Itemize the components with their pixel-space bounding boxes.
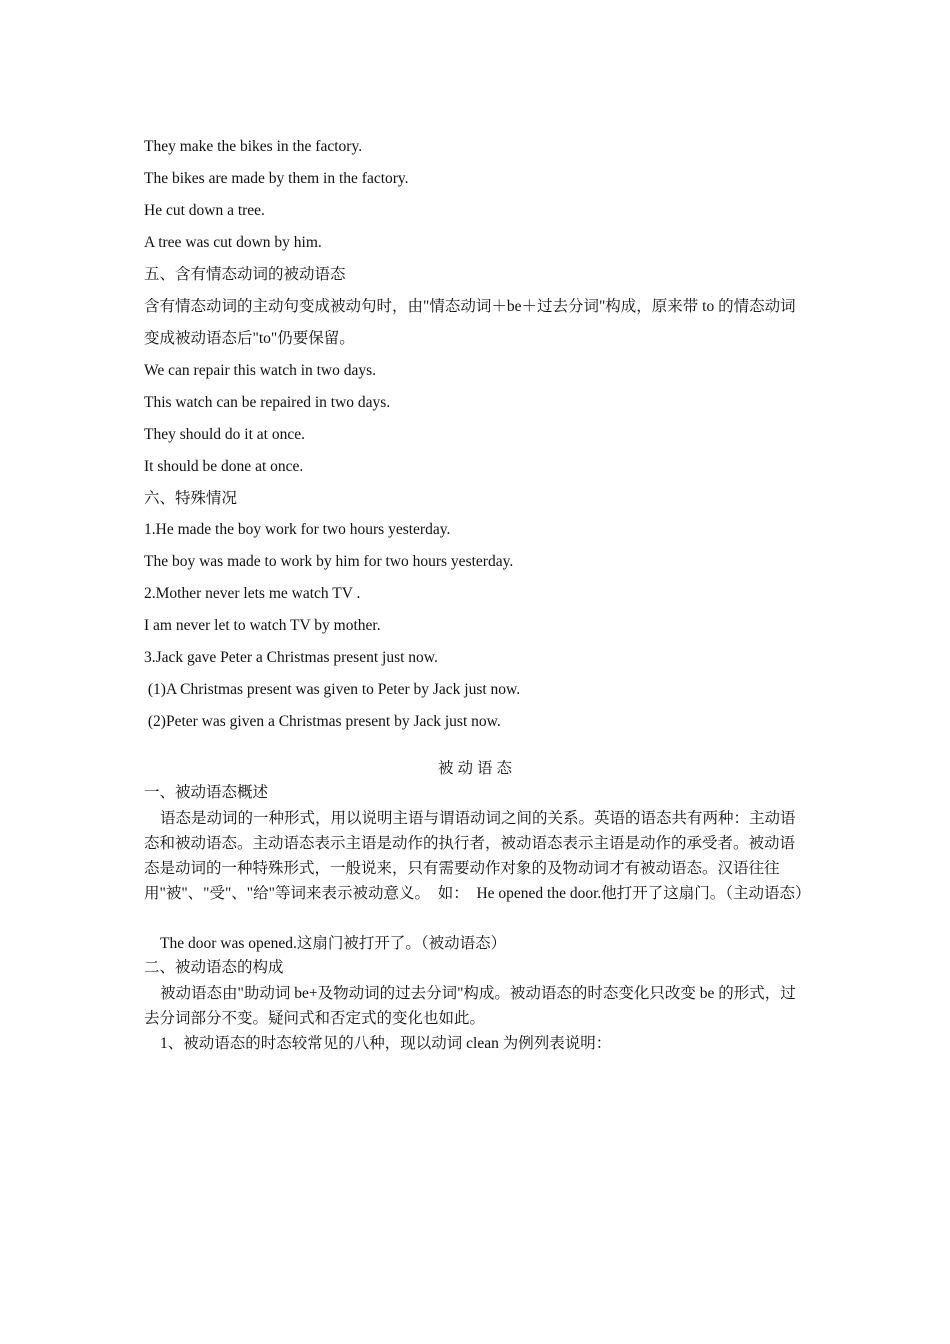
example-sentence: The boy was made to work by him for two hours yesterday. <box>144 553 514 570</box>
example-sentence: It should be done at once. <box>144 458 304 475</box>
example-sentence: I am never let to watch TV by mother. <box>144 617 381 634</box>
example-sentence: 1.He made the boy work for two hours yesterday. <box>144 521 451 538</box>
example-sentence: He cut down a tree. <box>144 202 265 219</box>
section-heading-modal-passive: 五、含有情态动词的被动语态 <box>144 266 346 283</box>
section-paragraph-tenses: 1、被动语态的时态较常见的八种，现以动词 clean 为例列表说明： <box>160 1035 612 1052</box>
section-paragraph-example: The door was opened.这扇门被打开了。（被动语态） <box>160 935 507 952</box>
example-sentence: This watch can be repaired in two days. <box>144 394 391 411</box>
section-heading-construction: 二、被动语态的构成 <box>144 959 284 976</box>
example-sentence: The bikes are made by them in the factory. <box>144 170 409 187</box>
example-sentence: They make the bikes in the factory. <box>144 138 363 155</box>
example-sentence: A tree was cut down by him. <box>144 234 322 251</box>
example-sentence: (2)Peter was given a Christmas present by Jack just now. <box>144 713 501 730</box>
example-sentence: 3.Jack gave Peter a Christmas present just now. <box>144 649 438 666</box>
section-heading-special-cases: 六、特殊情况 <box>144 490 238 507</box>
example-sentence: (1)A Christmas present was given to Peter by Jack just now. <box>144 681 521 698</box>
example-sentence: 2.Mother never lets me watch TV . <box>144 585 361 602</box>
example-sentence: We can repair this watch in two days. <box>144 362 377 379</box>
section-paragraph-modal-passive: 含有情态动词的主动句变成被动句时，由"情态动词＋be＋过去分词"构成，原来带 to 的情态动词变成被动语态后"to"仍要保留。 <box>144 298 796 347</box>
section-paragraph-construction: 被动语态由"助动词 be+及物动词的过去分词"构成。被动语态的时态变化只改变 be 的形式，过去分词部分不变。疑问式和否定式的变化也如此。 <box>144 985 796 1027</box>
example-sentence: They should do it at once. <box>144 426 305 443</box>
section-heading-overview: 一、被动语态概述 <box>144 784 269 801</box>
page-title: 被动语态 <box>437 760 516 777</box>
section-paragraph-overview: 语态是动词的一种形式，用以说明主语与谓语动词之间的关系。英语的语态共有两种：主动语态和被动语态。主动语态表示主语是动作的执行者，被动语态表示主语是动作的承受者。被动语态是动词的一种特殊形式，一般说来，只有需要动作对象的及物动词才有被动语态。汉语往往用"被"、"受"、"给"等词来表示被动意义。 如： He opened the door.他打开了这扇门。（主动语态） <box>144 810 811 902</box>
